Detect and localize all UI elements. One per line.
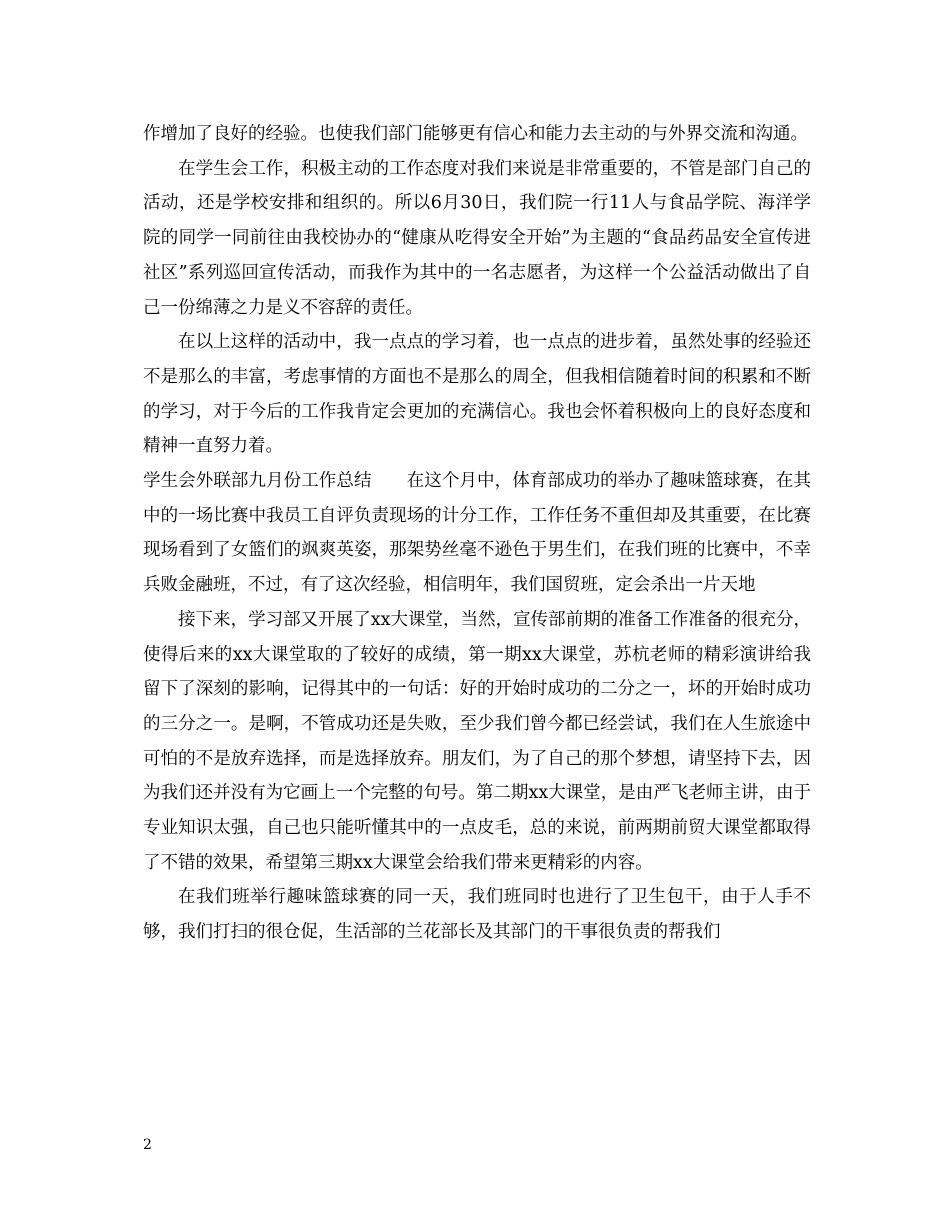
body-text (143, 117, 811, 950)
paragraph-5: 接下来，学习部又开展了xx大课堂，当然，宣传部前期的准备工作准备的很充分，使得后来的xx大课堂取的了较好的成绩，第一期xx大课堂，苏杭老师的精彩演讲给我留下了深刻的影响，记得其中的一句话：好的开始时成功的二分之一，坏的开始时成功的三分之一。是啊，不管成功还是失败，至少我们曾今都已经尝试，我们在人生旅途中可怕的不是放弃选择，而是选择放弃。朋友们，为了自己的那个梦想，请坚持下去，因为我们还并没有为它画上一个完整的句号。第二期xx大课堂，是由严飞老师主讲，由于专业知识太强，自己也只能听懂其中的一点皮毛，总的来说，前两期前贸大课堂都取得了不错的效果，希望第三期xx大课堂会给我们带来更精彩的内容。 (143, 609, 811, 873)
paragraph-4: 学生会外联部九月份工作总结 在这个月中，体育部成功的举办了趣味篮球赛，在其中的一场比赛中我员工自评负责现场的计分工作，工作任务不重但却及其重要，在比赛现场看到了女篮们的飒爽英姿，那架势丝毫不逊色于男生们，在我们班的比赛中，不幸兵败金融班，不过，有了这次经验，相信明年，我们国贸班，定会杀出一片天地 (143, 471, 811, 596)
paragraph-6: 在我们班举行趣味篮球赛的同一天，我们班同时也进行了卫生包干，由于人手不够，我们打扫的很仓促，生活部的兰花部长及其部门的干事很负责的帮我们 (143, 887, 811, 943)
paragraph-1: 作增加了良好的经验。也使我们部门能够更有信心和能力去主动的与外界交流和沟通。 (143, 124, 808, 144)
page-number: 2 (143, 1137, 152, 1153)
paragraph-3: 在以上这样的活动中，我一点点的学习着，也一点点的进步着，虽然处事的经验还不是那么的丰富，考虑事情的方面也不是那么的周全，但我相信随着时间的积累和不断的学习，对于今后的工作我肯定会更加的充满信心。我也会怀着积极向上的良好态度和精神一直努力着。 (143, 332, 811, 457)
paragraph-2: 在学生会工作，积极主动的工作态度对我们来说是非常重要的，不管是部门自己的活动，还是学校安排和组织的。所以6月30日，我们院一行11人与食品学院、海洋学院的同学一同前往由我校协办的“健康从吃得安全开始”为主题的“食品药品安全宣传进社区”系列巡回宣传活动，而我作为其中的一名志愿者，为这样一个公益活动做出了自己一份绵薄之力是义不容辞的责任。 (143, 158, 811, 318)
